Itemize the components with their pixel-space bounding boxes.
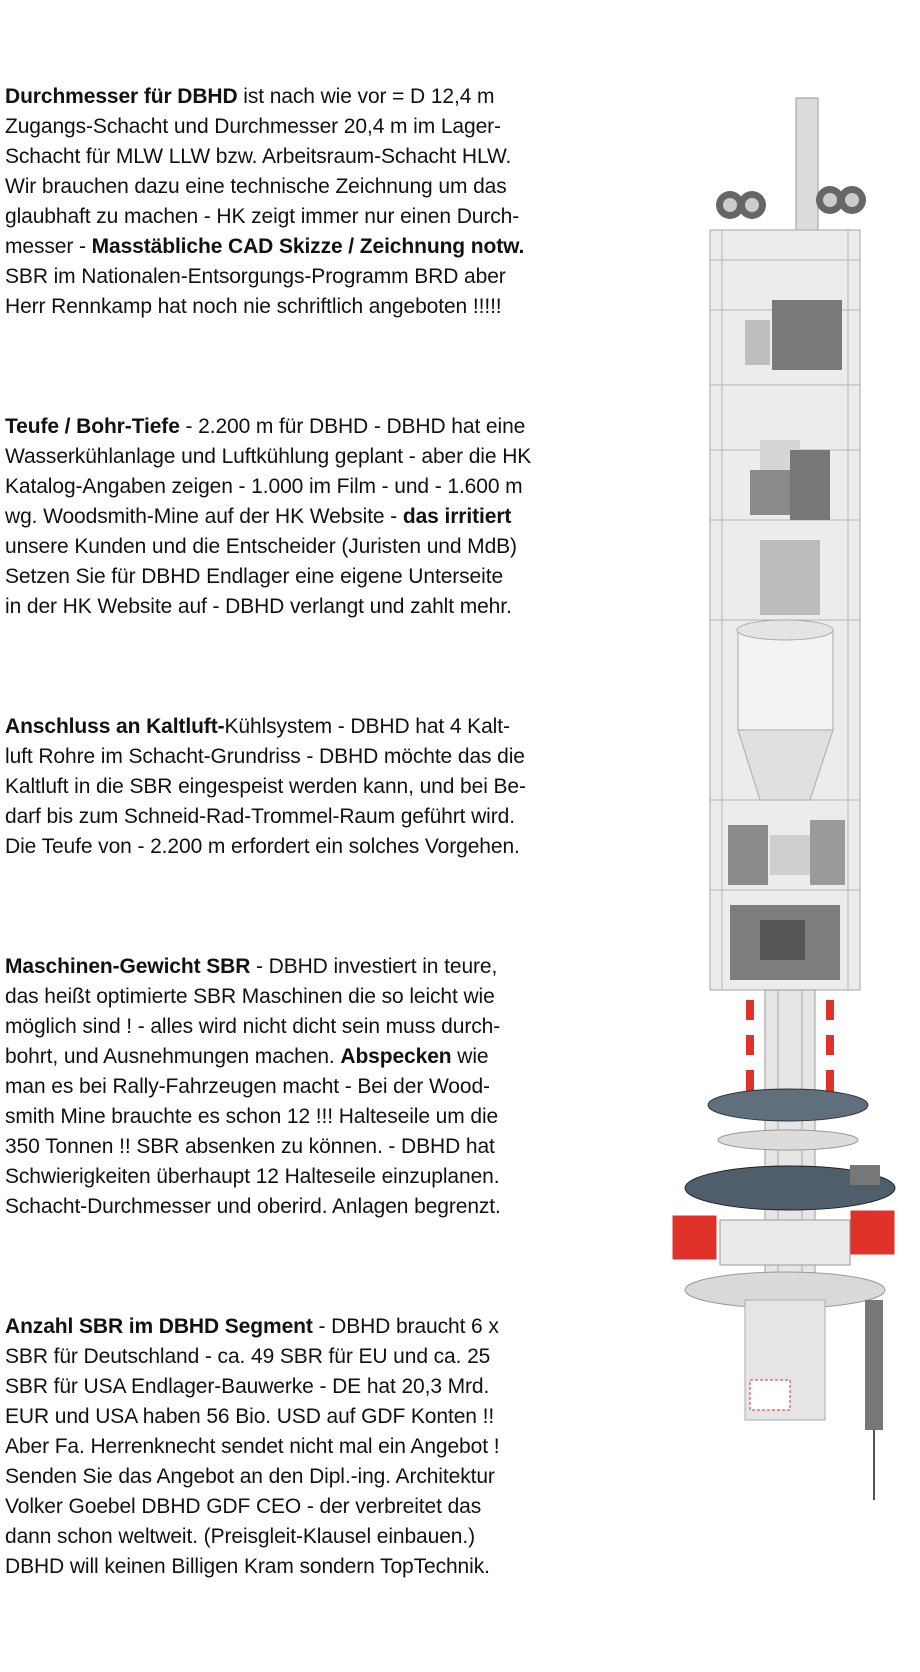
paragraph-line <box>5 1192 670 1222</box>
text-segment: Senden Sie das Angebot an den Dipl.-ing. Architektur <box>5 1465 495 1488</box>
text-segment: bohrt, und Ausnehmungen machen. <box>5 1045 341 1068</box>
paragraph-line <box>5 952 670 982</box>
paragraph-line <box>5 1432 670 1462</box>
paragraph-line <box>5 1372 670 1402</box>
text-segment: Kühlsystem - DBHD hat 4 Kalt- <box>224 715 510 738</box>
paragraph-line <box>5 742 670 772</box>
paragraph-line <box>5 1552 670 1582</box>
paragraph-line <box>5 982 670 1012</box>
text-segment: SBR für Deutschland - ca. 49 SBR für EU und ca. 25 <box>5 1345 491 1368</box>
bold-text-segment: Masstäbliche CAD Skizze / Zeichnung notw. <box>91 235 525 258</box>
paragraph-line <box>5 232 670 262</box>
text-segment: in der HK Website auf - DBHD verlangt und zahlt mehr. <box>5 595 512 618</box>
text-segment: das heißt optimierte SBR Maschinen die so leicht wie <box>5 985 495 1008</box>
paragraph-line <box>5 1102 670 1132</box>
paragraph-line <box>5 802 670 832</box>
paragraph-line <box>5 142 670 172</box>
bold-text-segment: Abspecken <box>340 1045 452 1068</box>
paragraph-line <box>5 1072 670 1102</box>
text-segment: Setzen Sie für DBHD Endlager eine eigene Unterseite <box>5 565 504 588</box>
text-segment: SBR im Nationalen-Entsorgungs-Programm BRD aber <box>5 265 506 288</box>
text-segment: Volker Goebel DBHD GDF CEO - der verbreitet das <box>5 1495 482 1518</box>
text-segment: Schacht-Durchmesser und oberird. Anlagen begrenzt. <box>5 1195 501 1218</box>
paragraph-line <box>5 1462 670 1492</box>
bold-text-segment: Maschinen-Gewicht SBR <box>5 955 251 978</box>
paragraph-line <box>5 1342 670 1372</box>
bold-text-segment: Teufe / Bohr-Tiefe <box>5 415 180 438</box>
text-segment: Aber Fa. Herrenknecht sendet nicht mal ein Angebot ! <box>5 1435 500 1458</box>
paragraph-line <box>5 412 670 442</box>
text-segment: wie <box>451 1045 489 1068</box>
text-segment: ist nach wie vor = D 12,4 m <box>237 85 495 108</box>
text-segment: Wir brauchen dazu eine technische Zeichnung um das <box>5 175 507 198</box>
paragraph-line <box>5 1312 670 1342</box>
paragraph-kaltluft <box>5 712 670 862</box>
text-segment: - DBHD investiert in teure, <box>250 955 498 978</box>
paragraph-line <box>5 562 670 592</box>
paragraph-teufe <box>5 412 670 622</box>
text-segment: Schacht für MLW LLW bzw. Arbeitsraum-Schacht HLW. <box>5 145 512 168</box>
bold-text-segment: Anzahl SBR im DBHD Segment <box>5 1315 313 1338</box>
text-segment: Wasserkühlanlage und Luftkühlung geplant - aber die HK <box>5 445 532 468</box>
paragraph-anzahl <box>5 1312 670 1582</box>
text-segment: wg. Woodsmith-Mine auf der HK Website - <box>5 505 403 528</box>
paragraph-line <box>5 202 670 232</box>
paragraph-line <box>5 1492 670 1522</box>
paragraph-durchmesser <box>5 82 670 322</box>
paragraph-line <box>5 592 670 622</box>
text-segment: DBHD will keinen Billigen Kram sondern TopTechnik. <box>5 1555 490 1578</box>
text-segment: glaubhaft zu machen - HK zeigt immer nur einen Durch- <box>5 205 520 228</box>
text-segment: man es bei Rally-Fahrzeugen macht - Bei der Wood- <box>5 1075 490 1098</box>
text-segment: EUR und USA haben 56 Bio. USD auf GDF Konten !! <box>5 1405 495 1428</box>
text-segment: messer - <box>5 235 92 258</box>
paragraph-line <box>5 502 670 532</box>
text-segment: Die Teufe von - 2.200 m erfordert ein solches Vorgehen. <box>5 835 520 858</box>
text-column <box>5 82 670 1672</box>
paragraph-gewicht <box>5 952 670 1222</box>
paragraph-line <box>5 82 670 112</box>
text-segment: Zugangs-Schacht und Durchmesser 20,4 m im Lager- <box>5 115 501 138</box>
paragraph-line <box>5 1162 670 1192</box>
paragraph-line <box>5 1402 670 1432</box>
text-segment: Katalog-Angaben zeigen - 1.000 im Film - und - 1.600 m <box>5 475 523 498</box>
text-segment: Kaltluft in die SBR eingespeist werden kann, und bei Be- <box>5 775 526 798</box>
text-segment: Schwierigkeiten überhaupt 12 Halteseile einzuplanen. <box>5 1165 500 1188</box>
text-segment: möglich sind ! - alles wird nicht dicht sein muss durch- <box>5 1015 501 1038</box>
paragraph-line <box>5 1012 670 1042</box>
paragraph-line <box>5 1522 670 1552</box>
bold-text-segment: Anschluss an Kaltluft- <box>5 715 225 738</box>
text-segment: dann schon weltweit. (Preisgleit-Klausel einbauen.) <box>5 1525 475 1548</box>
paragraph-line <box>5 712 670 742</box>
text-segment: darf bis zum Schneid-Rad-Trommel-Raum geführt wird. <box>5 805 515 828</box>
paragraph-line <box>5 472 670 502</box>
text-segment: 350 Tonnen !! SBR absenken zu können. - DBHD hat <box>5 1135 495 1158</box>
paragraph-line <box>5 292 670 322</box>
text-segment: - 2.200 m für DBHD - DBHD hat eine <box>179 415 526 438</box>
text-segment: luft Rohre im Schacht-Grundriss - DBHD möchte das die <box>5 745 525 768</box>
paragraph-line <box>5 772 670 802</box>
bold-text-segment: Durchmesser für DBHD <box>5 85 238 108</box>
paragraph-line <box>5 832 670 862</box>
paragraph-line <box>5 262 670 292</box>
text-segment: unsere Kunden und die Entscheider (Juristen und MdB) <box>5 535 517 558</box>
paragraph-line <box>5 532 670 562</box>
paragraph-line <box>5 1132 670 1162</box>
paragraph-line <box>5 172 670 202</box>
shaft-boring-machine-illustration <box>660 90 920 1510</box>
paragraph-line <box>5 1042 670 1072</box>
paragraph-line <box>5 112 670 142</box>
text-segment: SBR für USA Endlager-Bauwerke - DE hat 20,3 Mrd. <box>5 1375 490 1398</box>
text-segment: - DBHD braucht 6 x <box>312 1315 499 1338</box>
paragraph-line <box>5 442 670 472</box>
text-segment: Herr Rennkamp hat noch nie schriftlich angeboten !!!!! <box>5 295 502 318</box>
text-segment: smith Mine brauchte es schon 12 !!! Halteseile um die <box>5 1105 499 1128</box>
bold-text-segment: das irritiert <box>402 505 512 528</box>
